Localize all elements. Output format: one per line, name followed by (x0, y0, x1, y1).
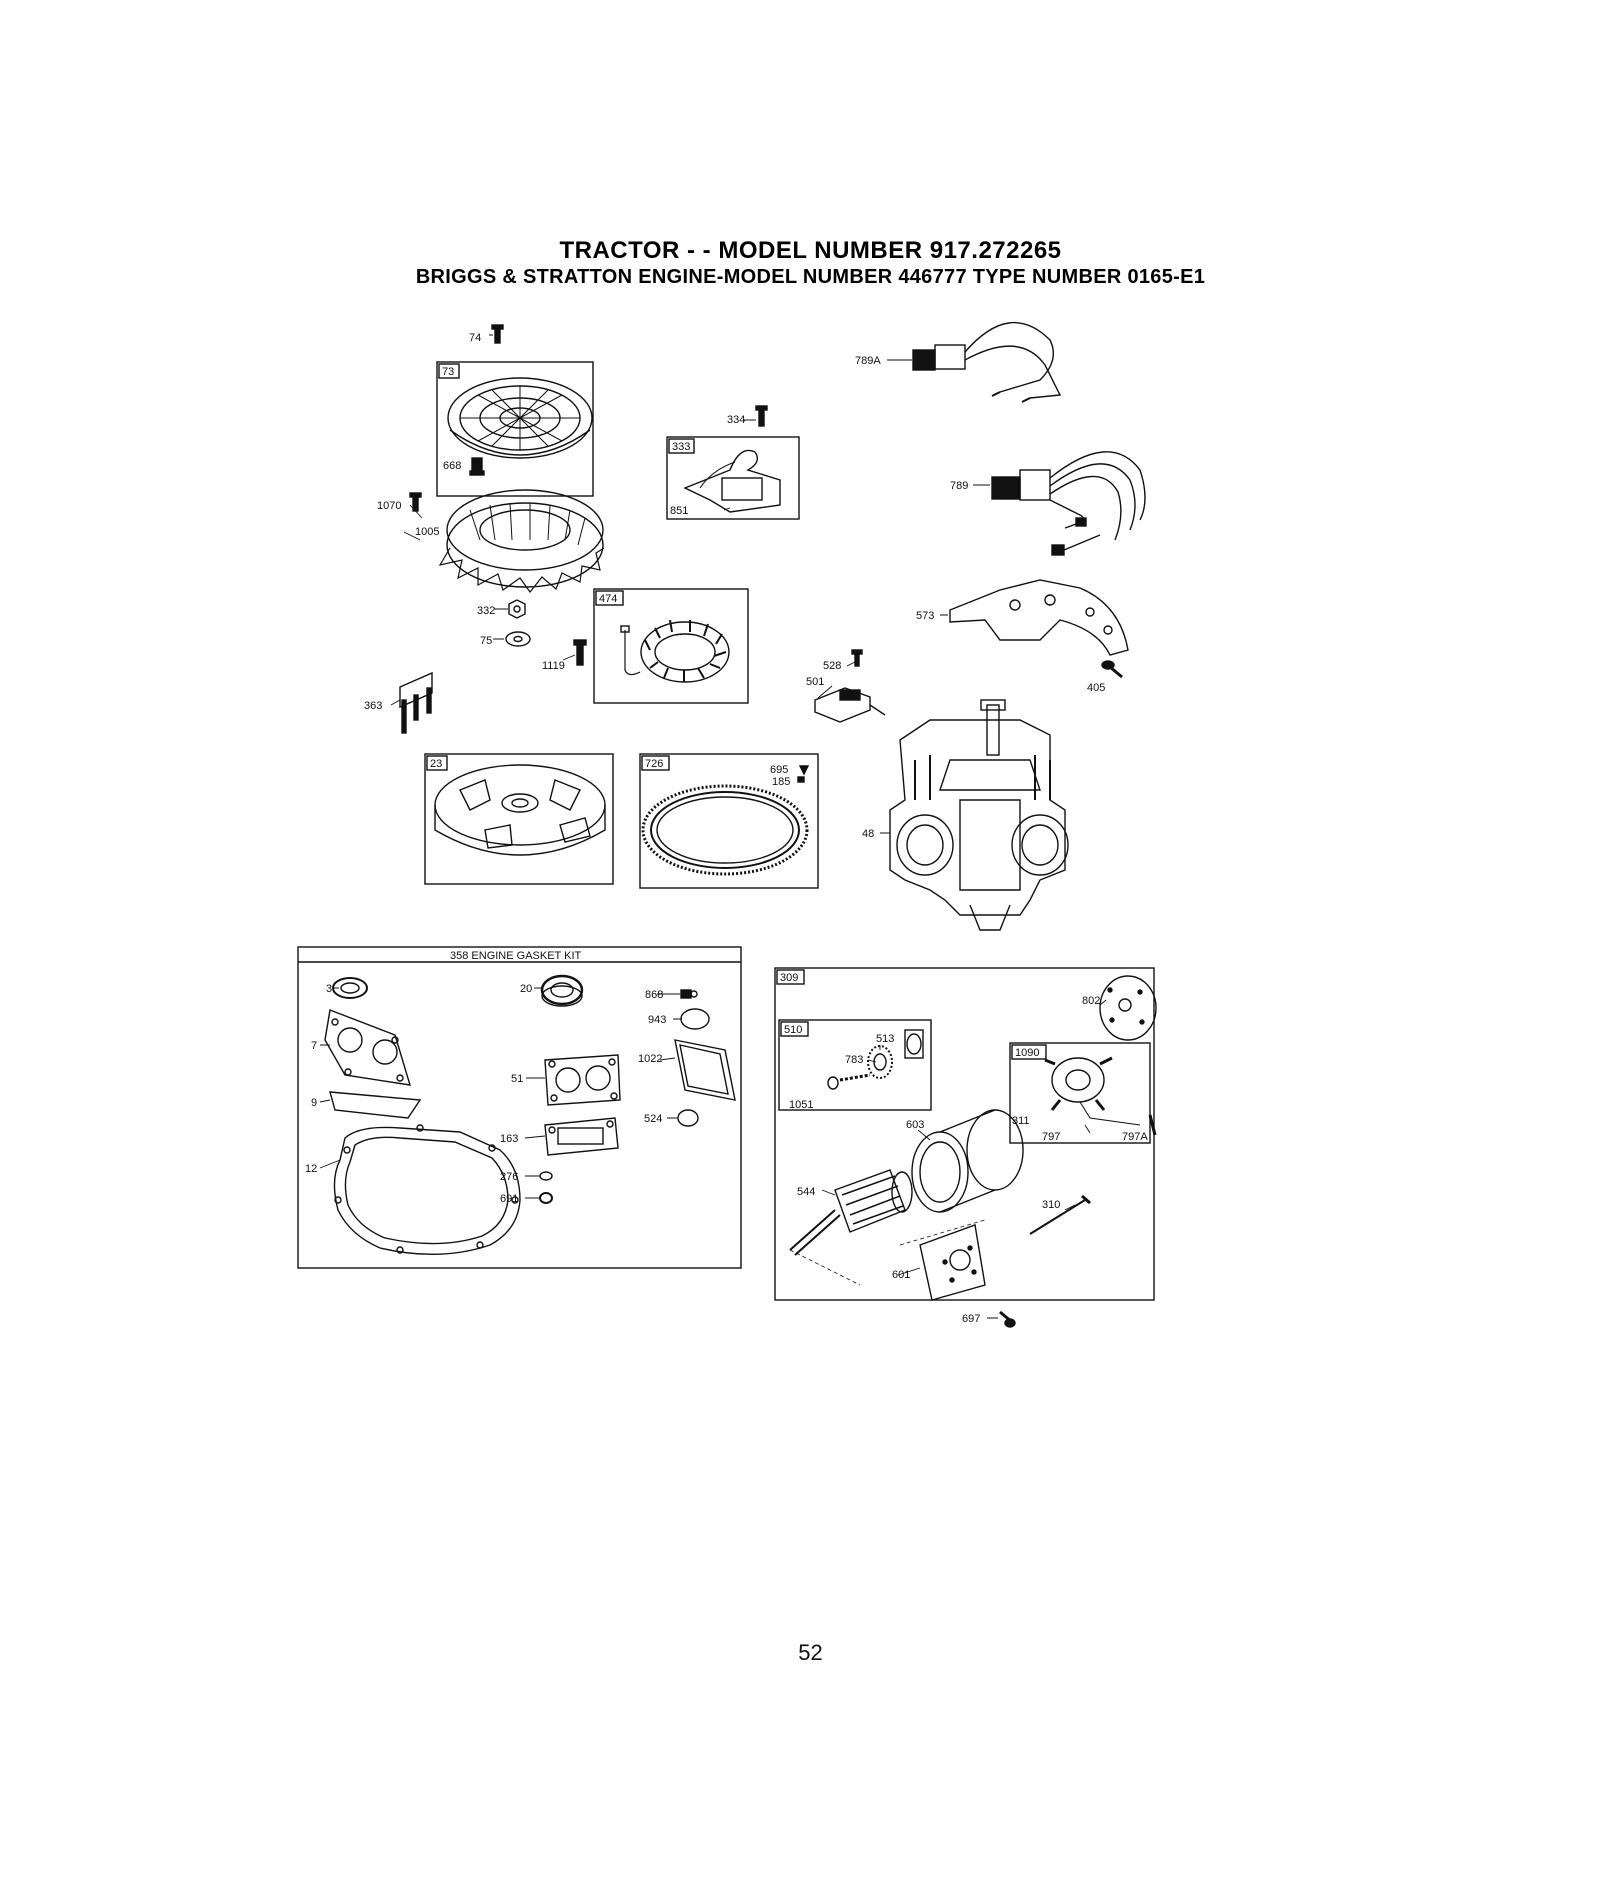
callout-9: 9 (311, 1097, 318, 1109)
callout-73: 73 (442, 366, 455, 378)
part-box-309 (775, 968, 1154, 1300)
o-ring-943-graphic (681, 1009, 709, 1029)
gasket-kit-label: 358 ENGINE GASKET KIT (450, 950, 582, 962)
callout-501: 501 (806, 676, 825, 688)
callout-51: 51 (511, 1073, 524, 1085)
page-number: 52 (798, 1640, 823, 1665)
callout-528: 528 (823, 660, 842, 672)
ring-gear-graphic (643, 786, 807, 874)
callout-603: 603 (906, 1119, 925, 1131)
callout-7: 7 (311, 1040, 318, 1052)
callout-601: 601 (892, 1269, 911, 1281)
callout-691: 691 (500, 1193, 519, 1205)
callout-1005: 1005 (415, 526, 440, 538)
callout-20: 20 (520, 983, 533, 995)
callout-797: 797 (1042, 1131, 1061, 1143)
crankcase-48-graphic (890, 700, 1068, 930)
screw-334-graphic (756, 406, 767, 426)
callout-405: 405 (1087, 682, 1106, 694)
part-668-graphic (470, 458, 484, 475)
nut-332-graphic (509, 600, 525, 618)
screw-528-graphic (852, 650, 862, 666)
gasket-9-graphic (330, 1092, 420, 1118)
callout-697: 697 (962, 1313, 981, 1325)
callout-797A: 797A (1122, 1131, 1148, 1143)
callout-276: 276 (500, 1171, 519, 1183)
callout-943: 943 (648, 1014, 667, 1026)
o-ring-524-graphic (678, 1110, 698, 1126)
gasket-1022-graphic (675, 1040, 735, 1100)
callout-23: 23 (430, 758, 443, 770)
harness-789-graphic (992, 452, 1145, 555)
callout-74: 74 (469, 332, 482, 344)
callout-309: 309 (780, 972, 799, 984)
callout-310: 310 (1042, 1199, 1061, 1211)
armature-544-graphic (790, 1170, 912, 1255)
callout-802: 802 (1082, 995, 1101, 1007)
callout-868: 868 (645, 989, 664, 1001)
callout-311: 311 (1012, 1115, 1030, 1127)
gasket-51-graphic (545, 1055, 620, 1105)
screw-74-graphic (492, 325, 503, 343)
rectifier-501-graphic (815, 688, 885, 722)
crankcase-gasket-12-graphic (334, 1125, 520, 1254)
gasket-kit-box (298, 947, 741, 1268)
callout-573: 573 (916, 610, 935, 622)
callout-789: 789 (950, 480, 969, 492)
callout-332: 332 (477, 605, 496, 617)
armature-graphic (685, 450, 780, 512)
part-185-graphic (798, 777, 804, 782)
washer-75-graphic (506, 632, 530, 646)
callout-333: 333 (672, 441, 691, 453)
callout-783: 783 (845, 1054, 864, 1066)
callout-12: 12 (305, 1163, 318, 1175)
callout-544: 544 (797, 1186, 816, 1198)
part-691-graphic (540, 1193, 552, 1203)
alternator-graphic (621, 620, 729, 682)
callout-334: 334 (727, 414, 746, 426)
callout-48: 48 (862, 828, 875, 840)
assembly-leader-lines (790, 1220, 985, 1285)
callout-513: 513 (876, 1033, 895, 1045)
flywheel-fan-graphic (440, 490, 604, 592)
bracket-573-graphic (950, 580, 1128, 655)
screw-695-graphic (800, 766, 808, 774)
callout-1070: 1070 (377, 500, 402, 512)
callout-851: 851 (670, 505, 689, 517)
part-box-474 (594, 589, 748, 703)
callout-1022: 1022 (638, 1053, 663, 1065)
callout-726: 726 (645, 758, 664, 770)
part-868-graphic (681, 990, 697, 998)
gasket-163-graphic (545, 1118, 618, 1155)
callout-1119: 1119 (542, 660, 565, 672)
callout-695: 695 (770, 764, 789, 776)
screw-1119-graphic (574, 640, 586, 665)
callout-363: 363 (364, 700, 383, 712)
rotating-screen-graphic (448, 378, 592, 458)
callout-474: 474 (599, 593, 618, 605)
page-title: TRACTOR - - MODEL NUMBER 917.272265 (559, 237, 1062, 264)
page-subtitle: BRIGGS & STRATTON ENGINE-MODEL NUMBER 446777 TYPE NUMBER 0165-E1 (415, 266, 1206, 288)
callout-185: 185 (772, 776, 791, 788)
callout-510: 510 (784, 1024, 803, 1036)
callout-163: 163 (500, 1133, 519, 1145)
bracket-363-graphic (400, 673, 432, 733)
callout-668: 668 (443, 460, 462, 472)
oil-seal-20-graphic (542, 976, 582, 1006)
part-276-graphic (540, 1172, 552, 1180)
callout-524: 524 (644, 1113, 663, 1125)
callout-1051: 1051 (789, 1099, 814, 1111)
flywheel-graphic (435, 765, 605, 855)
screw-697-graphic (1000, 1312, 1015, 1327)
screw-405-graphic (1102, 661, 1122, 677)
callout-1090: 1090 (1015, 1047, 1040, 1059)
starter-housing-603-graphic (912, 1110, 1023, 1212)
starter-cover-802-graphic (1100, 976, 1156, 1040)
gasket-7-graphic (325, 1010, 410, 1085)
callout-leader-lines (320, 335, 1106, 1318)
part-box-73 (437, 362, 593, 496)
callout-3: 3 (326, 983, 333, 995)
harness-789A-graphic (913, 323, 1060, 402)
callout-789A: 789A (855, 355, 881, 367)
callout-75: 75 (480, 635, 493, 647)
screw-1070-graphic (410, 493, 421, 511)
brush-holder-graphic (1045, 1058, 1155, 1135)
